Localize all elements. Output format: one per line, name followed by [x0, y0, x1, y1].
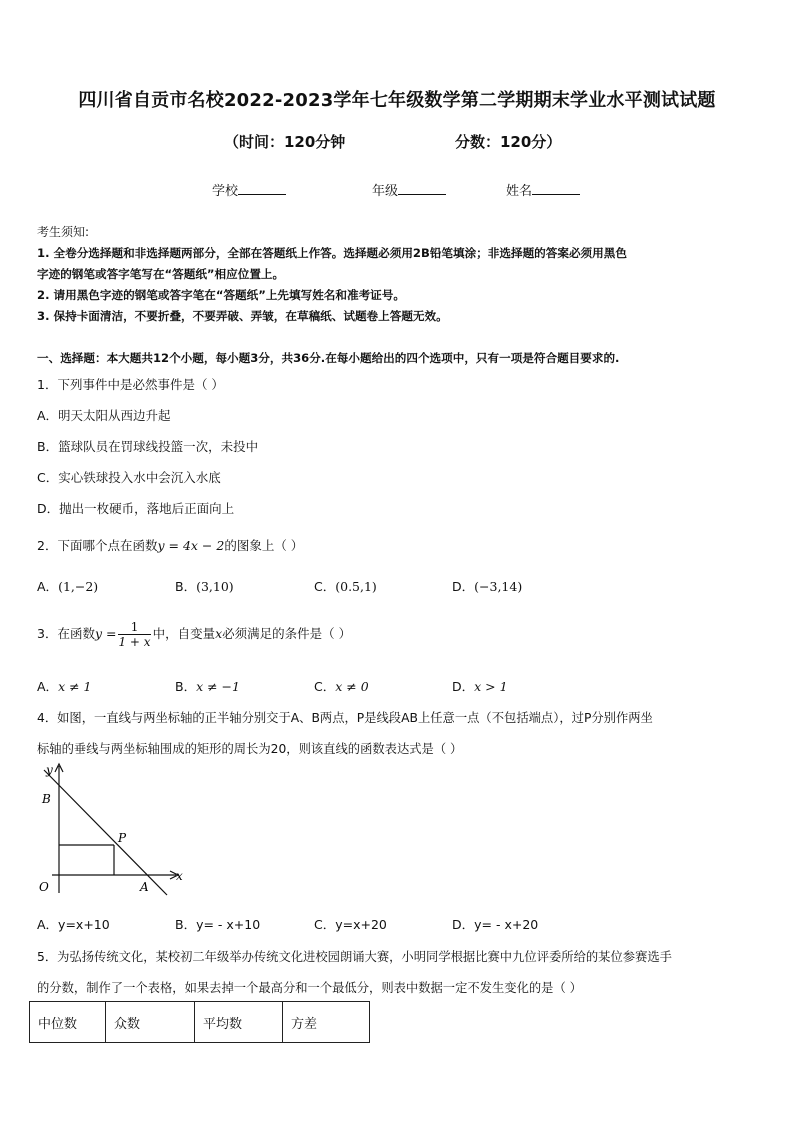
name-blank[interactable]: [532, 182, 580, 195]
question-2-stem: [37, 536, 303, 554]
table-cell: 方差: [283, 1002, 370, 1043]
table-row: [30, 1002, 370, 1043]
section-heading: 一、选择题：本大题共12个小题，每小题3分，共36分.在每小题给出的四个选项中，只有一项是符合题目要求的.: [37, 351, 620, 365]
question-1-option-d[interactable]: D．抛出一枚硬币，落地后正面向上: [37, 501, 235, 516]
school-label: 学校: [212, 184, 239, 199]
school-field: [212, 180, 286, 199]
question-1-option-c[interactable]: C．实心铁球投入水中会沉入水底: [37, 470, 221, 485]
question-3-stem: 3．在函数y = $\frac{1}{1 + x}$ 中，自变量x必须满足的条件是（ ）: [37, 620, 352, 649]
name-label: 姓名: [506, 184, 533, 199]
question-3-var: x: [215, 626, 223, 641]
question-4-figure: [30, 760, 200, 900]
question-3-stem-pre: 3．在函数: [37, 626, 95, 641]
time-label: （时间：120分钟: [224, 133, 346, 151]
question-1-stem: 1．下列事件中是必然事件是（ ）: [37, 377, 224, 392]
label-y: y: [46, 763, 53, 777]
notice-item: 字迹的钢笔或答字笔写在“答题纸”相应位置上。: [37, 267, 285, 281]
question-4-option-d[interactable]: D．y= - x+20: [452, 917, 539, 932]
label-p: P: [118, 831, 127, 845]
label-a: A: [140, 880, 149, 894]
question-3-option-b[interactable]: B．x ≠ −1: [175, 679, 240, 694]
notice-item: 2. 请用黑色字迹的钢笔或答字笔在“答题纸”上先填写姓名和准考证号。: [37, 288, 405, 302]
question-4-option-a[interactable]: A．y=x+10: [37, 917, 110, 932]
grade-label: 年级: [372, 184, 399, 199]
label-b: B: [42, 792, 51, 806]
question-2-option-b[interactable]: B．(3,10): [175, 579, 234, 594]
table-cell: 中位数: [30, 1002, 106, 1043]
question-4-stem-line1: 4．如图，一直线与两坐标轴的正半轴分别交于A、B两点，P是线段AB上任意一点（不包括端点），过P分别作两坐: [37, 711, 653, 725]
exam-title: 四川省自贡市名校2022-2023学年七年级数学第二学期期末学业水平测试试题: [78, 90, 716, 111]
question-5-table: [29, 1001, 370, 1043]
notice-item: 3. 保持卡面清洁，不要折叠，不要弄破、弄皱，在草稿纸、试题卷上答题无效。: [37, 309, 448, 323]
question-5-stem-line2: 的分数，制作了一个表格，如果去掉一个最高分和一个最低分，则表中数据一定不发生变化的是（ ）: [37, 981, 582, 995]
question-2-formula: y = 4x − 2: [157, 538, 225, 553]
grade-field: [372, 180, 446, 199]
question-2-stem-pre: 2．下面哪个点在函数: [37, 538, 158, 553]
line-ab: [44, 770, 167, 895]
question-5-stem-line1: 5．为弘扬传统文化，某校初二年级举办传统文化进校园朗诵大赛，小明同学根据比赛中九位评委所给的某位参赛选手: [37, 950, 672, 964]
question-4-stem-line2: 标轴的垂线与两坐标轴围成的矩形的周长为20，则该直线的函数表达式是（ ）: [37, 742, 463, 756]
question-4-option-c[interactable]: C．y=x+20: [314, 917, 387, 932]
question-2-option-d[interactable]: D．(−3,14): [452, 579, 523, 594]
question-4-option-b[interactable]: B．y= - x+10: [175, 917, 261, 932]
label-x: x: [176, 869, 183, 883]
question-2-option-a[interactable]: A．(1,−2): [37, 579, 99, 594]
question-3-fraction: $\frac{1}{1 + x}$: [118, 620, 151, 649]
notice-heading: 考生须知:: [37, 225, 90, 239]
name-field: [506, 180, 580, 199]
notice-item: 1. 全卷分选择题和非选择题两部分，全部在答题纸上作答。选择题必须用2B铅笔填涂；非选择题的答案必须用黑色: [37, 246, 627, 260]
question-2-option-c[interactable]: C．(0.5,1): [314, 579, 377, 594]
question-1-option-a[interactable]: A．明天太阳从西边升起: [37, 408, 171, 423]
question-2-stem-post: 的图象上（ ）: [224, 538, 304, 553]
question-1-option-b[interactable]: B．篮球队员在罚球线投篮一次，未投中: [37, 439, 259, 454]
table-cell: 平均数: [195, 1002, 283, 1043]
grade-blank[interactable]: [398, 182, 446, 195]
question-3-option-d[interactable]: D．x > 1: [452, 679, 508, 694]
question-3-option-c[interactable]: C．x ≠ 0: [314, 679, 369, 694]
table-cell: 众数: [106, 1002, 195, 1043]
score-label: 分数：120分）: [455, 133, 562, 151]
question-3-lhs: y =: [94, 626, 117, 641]
label-o: O: [39, 880, 49, 894]
question-3-option-a[interactable]: A．x ≠ 1: [37, 679, 92, 694]
school-blank[interactable]: [238, 182, 286, 195]
